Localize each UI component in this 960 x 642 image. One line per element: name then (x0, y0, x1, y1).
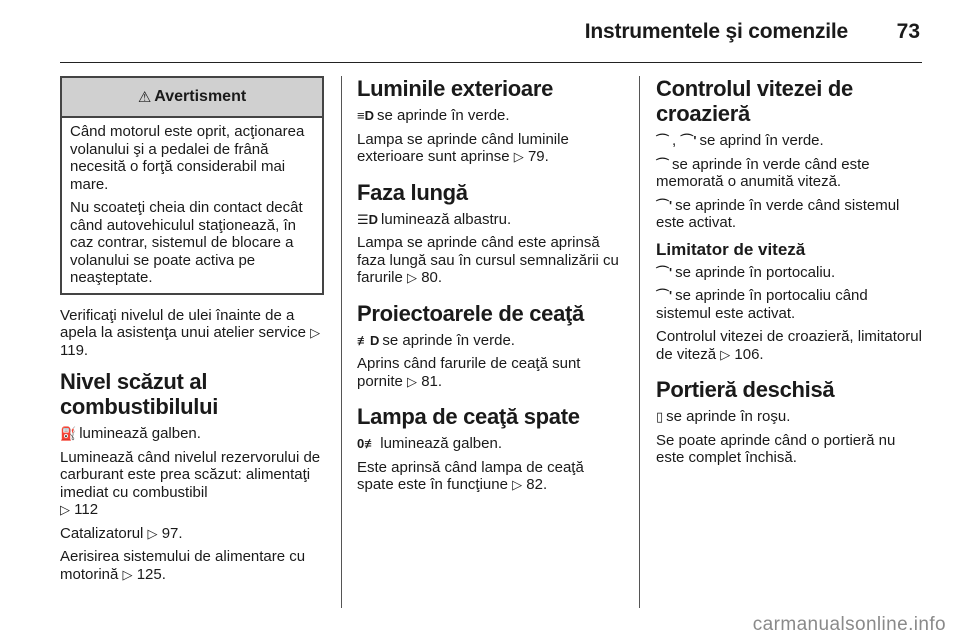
warning-paragraph: Nu scoateţi cheia din contact decât când autovehiculul staţionează, în caz contrar, sistemul de blocare a volanului se poate activa pe neaşteptate. (70, 199, 303, 286)
arrow-icon: ▷ (310, 325, 321, 340)
heading-exterior-lights: Luminile exterioare (357, 76, 554, 101)
heading-high-beam: Faza lungă (357, 179, 468, 205)
catalyst-paragraph: Catalizatorul ▷ 97. (60, 524, 183, 542)
page-title: Instrumentele şi comenzile (584, 20, 848, 43)
arrow-icon: ▷ (60, 502, 70, 517)
limiter-paragraph: ⌒' se aprinde în portocaliu. (656, 263, 836, 281)
cruise-control-active-icon: ⌒' (656, 197, 673, 213)
cruise-paragraph: ⌒ , ⌒' se aprind în verde. (656, 132, 824, 149)
heading-low-fuel: Nivel scăzut al combustibilului (60, 369, 219, 419)
door-paragraph: ▯ se aprinde în roşu. (656, 408, 791, 425)
door-paragraph: Se poate aprinde când o portieră nu este complet închisă. (656, 431, 896, 466)
rearfog-paragraph: Este aprinsă când lampa de ceaţă spate este în funcţiune ▷ 82. (357, 458, 584, 493)
highbeam-paragraph: Lampa se aprinde când este aprinsă faza lungă sau în cursul semnalizării cu farurile ▷ 80. (357, 234, 619, 286)
heading-speed-limiter: Limitator de viteză (656, 239, 806, 259)
column-divider (639, 76, 640, 608)
column-2 (357, 76, 623, 500)
heading-door-open: Portieră deschisă (656, 377, 835, 402)
heading-fog-lights: Proiectoarele de ceaţă (357, 300, 584, 326)
speed-limiter-icon: ⌒' (656, 288, 673, 303)
limiter-paragraph: ⌒' se aprinde în portocaliu când sistemul este activat. (656, 287, 868, 322)
fog-paragraph: ≢D se aprinde în verde. (357, 331, 515, 349)
oil-paragraph: Verificaţi nivelul de ulei înainte de a apela la asistenţa unui atelier service ▷ 119. (60, 306, 321, 359)
warning-title: Avertisment (154, 88, 247, 105)
arrow-icon: ▷ (147, 525, 158, 541)
warning-header (62, 78, 322, 118)
arrow-icon: ▷ (512, 477, 523, 492)
fog-paragraph: Aprins când farurile de ceaţă sunt pornite ▷ 81. (357, 355, 581, 390)
heading-rear-fog: Lampa de ceaţă spate (357, 404, 580, 429)
cruise-paragraph: ⌒ se aprinde în verde când este memorată o anumită viteză. (656, 155, 870, 190)
ext-paragraph: Lampa se aprinde când luminile exterioare sunt aprinse ▷ 79. (357, 130, 569, 165)
page-header (60, 0, 922, 63)
fuel-paragraph: ⛽ luminează galben. (60, 425, 201, 442)
front-fog-light-icon: ≢D (357, 332, 380, 348)
limiter-paragraph: Controlul vitezei de croazieră, limitatorul de viteză ▷ 106. (656, 328, 922, 363)
cruise-control-icon: ⌒ (656, 133, 670, 148)
arrow-icon: ▷ (407, 270, 418, 285)
exterior-light-icon: ≡D (357, 108, 374, 123)
column-divider (341, 76, 342, 608)
diesel-bleed-paragraph: Aerisirea sistemului de alimentare cu motorină ▷ 125. (60, 548, 306, 583)
cruise-control-active-icon: ⌒' (680, 133, 697, 148)
arrow-icon: ▷ (407, 373, 418, 389)
warning-body (62, 118, 322, 293)
warning-box (60, 76, 324, 295)
cruise-control-icon: ⌒ (656, 156, 670, 172)
fuel-paragraph: Luminează când nivelul rezervorului de carburant este prea scăzut: alimentaţi imediat cu combustibil ▷ 112 (60, 448, 321, 518)
watermark: carmanualsonline.info (752, 614, 946, 635)
arrow-icon: ▷ (720, 346, 731, 362)
fuel-pump-icon: ⛽ (60, 426, 77, 441)
rearfog-paragraph: 0≢ luminează galben. (357, 435, 502, 452)
warning-paragraph: Când motorul este oprit, acţionarea volanului şi a pedalei de frână necesită o forţă considerabil mai mare. (70, 123, 305, 193)
page-number: 73 (896, 20, 920, 43)
highbeam-paragraph: ☰D luminează albastru. (357, 210, 512, 228)
door-open-icon: ▯ (656, 409, 664, 424)
column-3 (656, 76, 924, 473)
rear-fog-light-icon: 0≢ (357, 436, 378, 451)
ext-paragraph: ≡D se aprinde în verde. (357, 107, 510, 124)
heading-cruise-control: Controlul vitezei de croazieră (656, 76, 853, 126)
speed-limiter-icon: ⌒' (656, 264, 673, 280)
warning-triangle-icon: ⚠ (137, 89, 152, 106)
arrow-icon: ▷ (513, 149, 524, 164)
cruise-paragraph: ⌒' se aprinde în verde când sistemul este activat. (656, 196, 900, 231)
column-1 (60, 76, 324, 589)
high-beam-icon: ☰D (357, 211, 379, 227)
arrow-icon: ▷ (122, 566, 133, 582)
